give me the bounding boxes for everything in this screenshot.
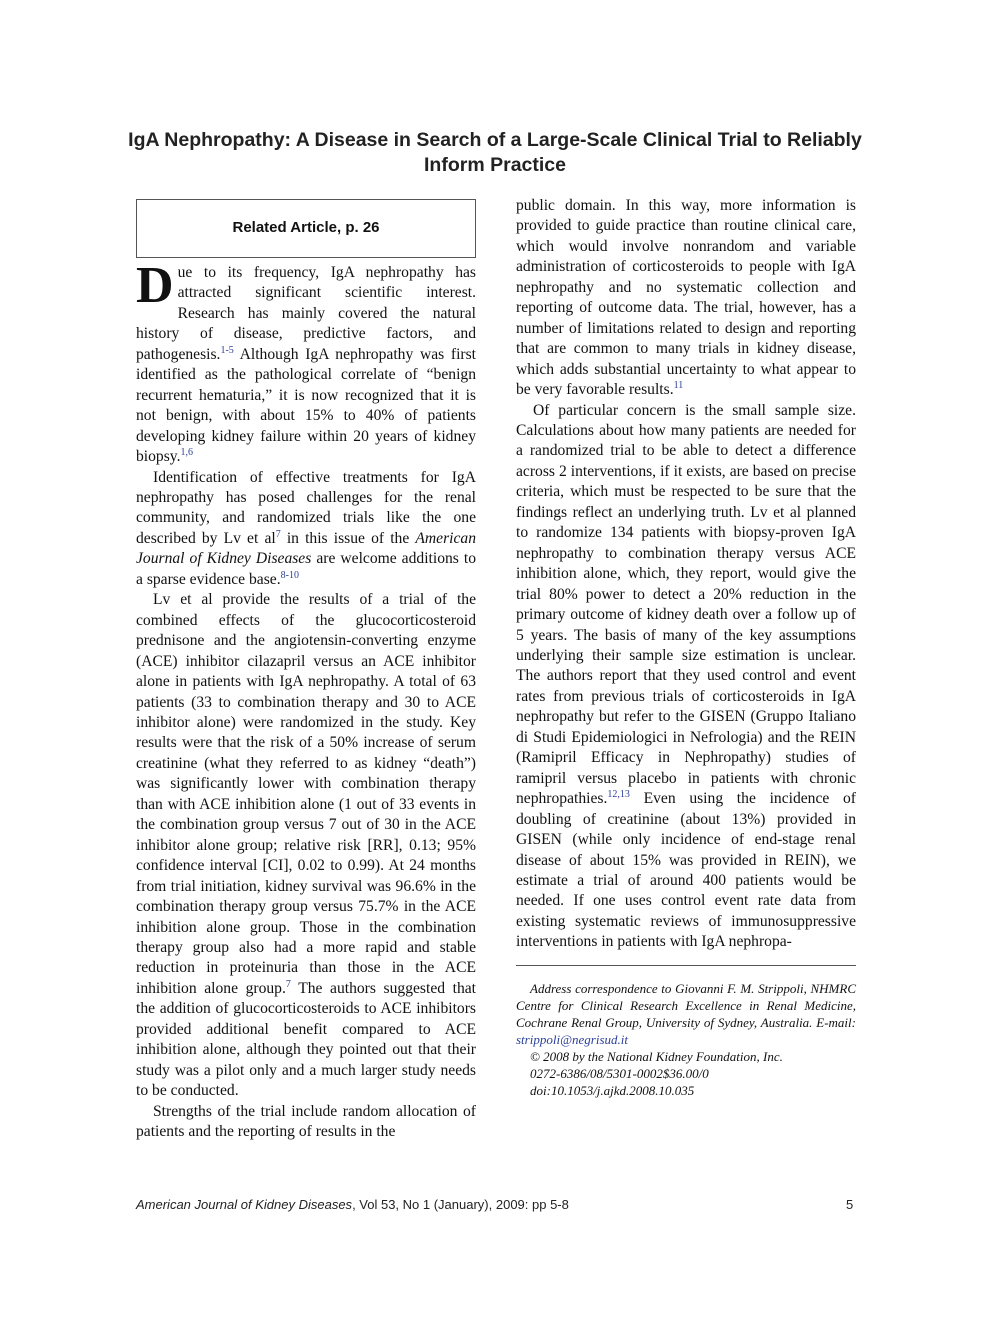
email-link[interactable]: strippoli@negrisud.it	[516, 1031, 628, 1047]
reference-link[interactable]: 1,6	[180, 447, 193, 459]
reference-link[interactable]: 7	[285, 978, 291, 990]
paragraph-5: public domain. In this way, more information is provided to guide practice than routine clinical care, which would involve nonrandom and variable administration of corticosteroids to people with IgA nephropathy and no systematic collection and reporting of outcome data. The trial, however, has a number of limitations related to design and reporting that are common to many trials in kidney disease, which adds substantial uncertainty to what appear to be very favorable results.$^{11}$	[516, 197, 856, 399]
article-title: IgA Nephropathy: A Disease in Search of a Large-Scale Clinical Trial to Reliably Inform Practice	[128, 129, 862, 176]
footer-journal-name: American Journal of Kidney Diseases	[136, 1197, 353, 1212]
reference-link[interactable]: 12,13	[607, 789, 630, 801]
paragraph-1: Due to its frequency, IgA nephropathy has attracted significant scientific interest. Research has mainly covered the natural history of disease, predictive factors, and pathogenesis.$^{1-5}$ Although IgA nephropathy was first identified as the pathological correlate of “benign recurrent hematuria,” it is now recognized that it is not benign, with about 15% to 40% of patients developing kidney failure within 20 years of kidney biopsy.$^{1,6}$	[136, 257, 476, 466]
paragraph-3: Lv et al provide the results of a trial of the combined effects of the glucocorticosteroid prednisone and the angiotensin-converting enzyme (ACE) inhibitor cilazapril versus an ACE inhibitor alone in patients with IgA nephropathy. A total of 63 patients (33 to combination therapy and 30 to ACE inhibitor alone) were randomized in the study. Key results were that the risk of a 50% increase of serum creatinine (what they referred to as kidney “death”) was significantly lower with combination therapy than with ACE inhibition alone (1 out of 33 events in the combination group versus 7 out of 30 in the ACE inhibitor alone group; relative risk [RR], 0.13; 95% confidence interval [CI], 0.02 to 0.99). At 24 months from trial initiation, kidney survival was 96.6% in the combination therapy group versus 75.7% in the ACE inhibition alone group. Those in the combination therapy group also had a more rapid and stable reduction in proteinuria than those in the ACE inhibition alone group.$^7$ The authors suggested that the addition of glucocorticosteroids to ACE inhibitors provided additional benefit compared to ACE inhibition alone, although they pointed out that their study was a pilot only and a much larger study needs to be conducted.	[136, 591, 477, 1100]
reference-link[interactable]: 7	[275, 528, 281, 540]
issn-line: 0272-6386/08/5301-0002$36.00/0	[530, 1065, 709, 1081]
drop-cap: D	[136, 257, 174, 314]
paragraph-2: Identification of effective treatments for IgA nephropathy has posed challenges for the renal community, and randomized trials like the one described by Lv et $al^7$ in this issue of the American Journal of Kidney Diseases are welcome additions to a sparse evidence base.$^{8-10}$	[136, 468, 477, 588]
page-number: 5	[846, 1197, 854, 1212]
correspondence-address: Address correspondence to Giovanni F. M. Strippoli, NHMRC Centre for Clinical Research Excellence in Renal Medicine, Cochrane Renal Group, University of Sydney, Australia. E-mail: strippoli@negrisud.it	[516, 980, 856, 1047]
journal-name: American Journal of Kidney Diseases	[136, 529, 477, 568]
footer-citation: American Journal of Kidney Diseases, Vol 53, No 1 (January), 2009: pp 5-8	[136, 1197, 569, 1212]
paragraph-4: Strengths of the trial include random allocation of patients and the reporting of results in the	[136, 1102, 476, 1141]
related-article-link[interactable]: Related Article, p. 26	[232, 219, 380, 237]
left-column	[136, 196, 476, 1142]
reference-link[interactable]: 11	[673, 380, 684, 392]
correspondence-block	[516, 980, 856, 1099]
doi-line: doi:10.1053/j.ajkd.2008.10.035	[530, 1082, 695, 1098]
footnote-divider	[516, 965, 856, 966]
reference-link[interactable]: 8-10	[280, 569, 299, 581]
right-column	[516, 196, 856, 1099]
copyright-line: © 2008 by the National Kidney Foundation, Inc.	[530, 1048, 783, 1064]
related-article-box[interactable]	[136, 199, 476, 258]
reference-link[interactable]: 1-5	[220, 344, 234, 356]
paragraph-6: Of particular concern is the small sample size. Calculations about how many patients are needed for a randomized trial to be able to detect a difference across 2 interventions, if it exists, are based on precise criteria, which must be respected to be sure that the findings reflect an underlying truth. Lv et al planned to randomize 134 patients with biopsy-proven IgA nephropathy to combination therapy versus ACE inhibition alone, which, they report, would give the trial 80% power to detect a 20% reduction in the primary outcome of kidney death over a follow up of 5 years. The basis of many of the key assumptions underlying their sample size estimation is unclear. The authors report that they used control and event rates from previous trials of corticosteroids in IgA nephropathy but refer to the GISEN (Gruppo Italiano di Studi Epidemiologici in Nefrologia) and the REIN (Ramipril Efficacy in Nephropathy) studies of ramipril versus placebo in patients with chronic nephropathies.$^{12,13}$ Even using the incidence of doubling of creatinine (about 13%) provided in GISEN (while only incidence of end-stage renal disease of about 15% was provided in REIN), we estimate a trial of around 400 patients would be needed. If one uses control event rate data from existing systematic reviews of immunosuppressive interventions in patients with IgA nephropa-	[516, 401, 856, 951]
